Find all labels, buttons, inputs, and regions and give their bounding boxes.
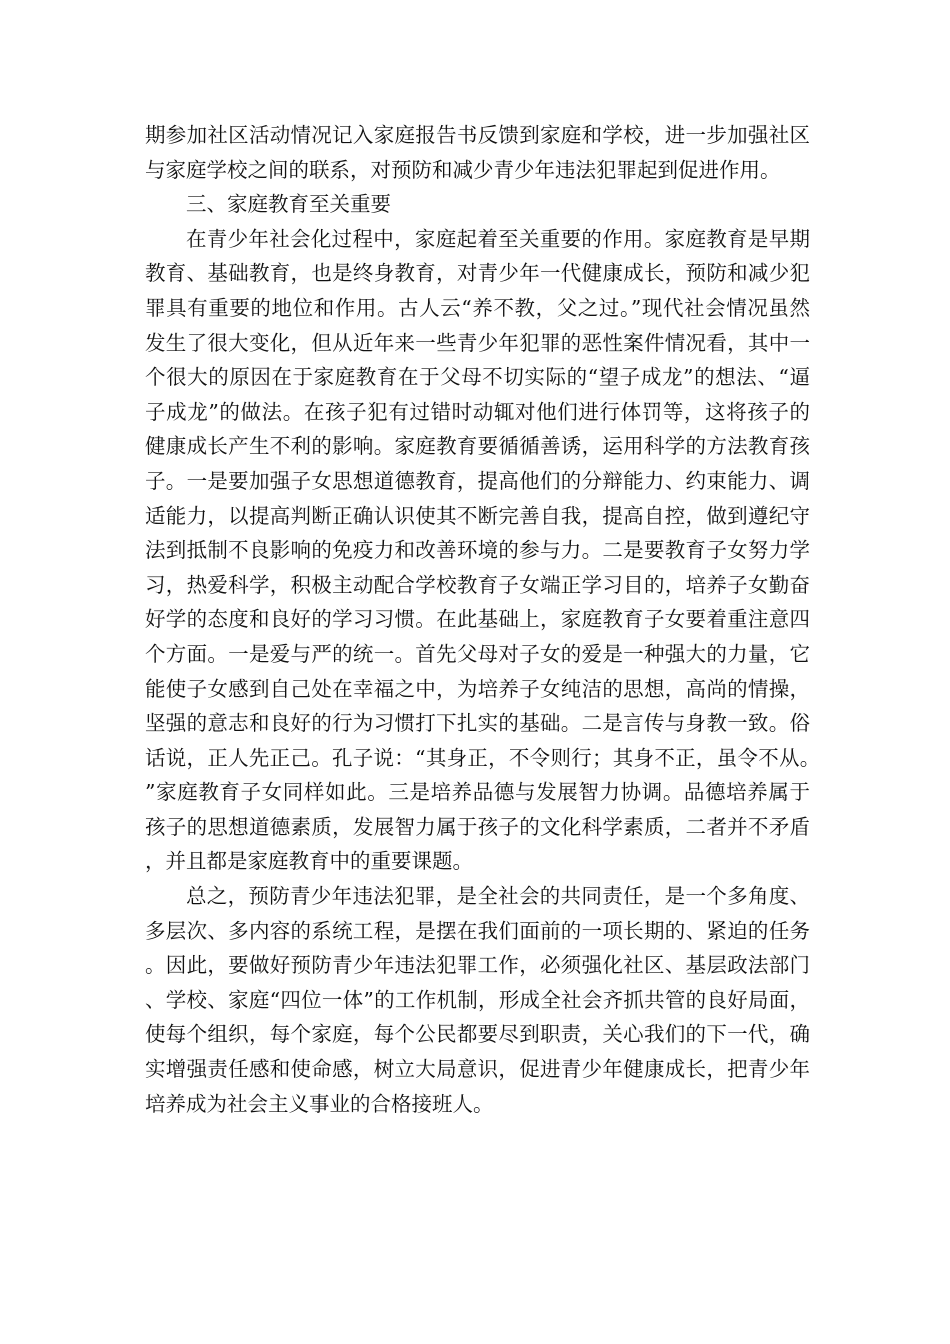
document-body bbox=[145, 118, 810, 1121]
paragraph-family-education: 在青少年社会化过程中，家庭起着至关重要的作用。家庭教育是早期教育、基础教育，也是终身教育，对青少年一代健康成长，预防和减少犯罪具有重要的地位和作用。古人云“养不教，父之过。”现代社会情况虽然发生了很大变化，但从近年来一些青少年犯罪的恶性案件情况看，其中一个很大的原因在于家庭教育在于父母不切实际的“望子成龙”的想法、“逼子成龙”的做法。在孩子犯有过错时动辄对他们进行体罚等，这将孩子的健康成长产生不利的影响。家庭教育要循循善诱，运用科学的方法教育孩子。一是要加强子女思想道德教育，提高他们的分辩能力、约束能力、调适能力，以提高判断正确认识使其不断完善自我，提高自控，做到遵纪守法到抵制不良影响的免疫力和改善环境的参与力。二是要教育子女努力学习，热爱科学，积极主动配合学校教育子女端正学习目的，培养子女勤奋好学的态度和良好的学习习惯。在此基础上，家庭教育子女要着重注意四个方面。一是爱与严的统一。首先父母对子女的爱是一种强大的力量，它能使子女感到自己处在幸福之中，为培养子女纯洁的思想，高尚的情操，坚强的意志和良好的行为习惯打下扎实的基础。二是言传与身教一致。俗话说，正人先正己。孔子说：“其身正，不令则行；其身不正，虽令不从。”家庭教育子女同样如此。三是培养品德与发展智力协调。品德培养属于孩子的思想道德素质，发展智力属于孩子的文化科学素质，二者并不矛盾，并且都是家庭教育中的重要课题。 bbox=[145, 226, 810, 874]
section-heading: 三、家庭教育至关重要 bbox=[186, 192, 391, 217]
paragraph-conclusion: 总之，预防青少年违法犯罪，是全社会的共同责任，是一个多角度、多层次、多内容的系统工程，是摆在我们面前的一项长期的、紧迫的任务。因此，要做好预防青少年违法犯罪工作，必须强化社区、基层政法部门、学校、家庭“四位一体”的工作机制，形成全社会齐抓共管的良好局面，使每个组织，每个家庭，每个公民都要尽到职责，关心我们的下一代，确实增强责任感和使命感，树立大局意识，促进青少年健康成长，把青少年培养成为社会主义事业的合格接班人。 bbox=[145, 884, 810, 1116]
paragraph-continuation: 期参加社区活动情况记入家庭报告书反馈到家庭和学校，进一步加强社区与家庭学校之间的联系，对预防和减少青少年违法犯罪起到促进作用。 bbox=[145, 123, 810, 182]
